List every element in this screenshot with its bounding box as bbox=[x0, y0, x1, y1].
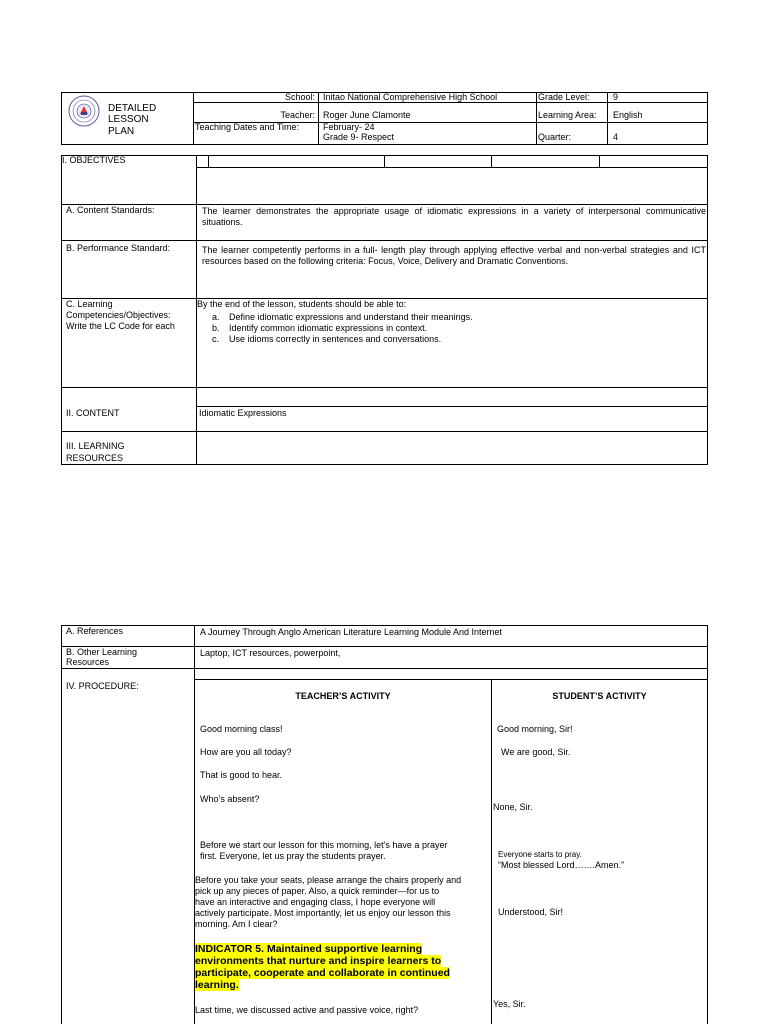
teacher-how: How are you all today? bbox=[200, 747, 292, 757]
student-pray-1: Everyone starts to pray. bbox=[498, 850, 582, 859]
lc-intro: By the end of the lesson, students should be able to: bbox=[197, 299, 407, 309]
indicator-line-2: environments that nurture and inspire learners to bbox=[195, 955, 442, 967]
teacher-activity-header: TEACHER’S ACTIVITY bbox=[295, 691, 391, 701]
content-value: Idiomatic Expressions bbox=[199, 408, 287, 418]
quarter-label: Quarter: bbox=[538, 132, 572, 142]
list-item: b. Identify common idiomatic expressions in context. bbox=[212, 323, 428, 333]
grade-level-value: 9 bbox=[613, 92, 619, 102]
list-item: a. Define idiomatic expressions and understand their meanings. bbox=[212, 312, 473, 322]
student-none: None, Sir. bbox=[493, 802, 533, 812]
teacher-greet: Good morning class! bbox=[200, 724, 283, 734]
dates-value-2: Grade 9- Respect bbox=[323, 132, 395, 142]
lesson-plan-title-2: LESSON bbox=[108, 114, 149, 125]
references-value: A Journey Through Anglo American Literature Learning Module And Internet bbox=[200, 627, 503, 637]
teacher-seats-4: actively participate. Most importantly, let us enjoy our lesson this bbox=[195, 908, 451, 918]
learning-area-label: Learning Area: bbox=[538, 110, 597, 120]
content-label: II. CONTENT bbox=[66, 408, 120, 418]
references-label: A. References bbox=[66, 626, 124, 636]
teacher-value: Roger June Clamonte bbox=[323, 110, 411, 120]
indicator-line-4: learning. bbox=[195, 979, 239, 991]
content-standards-text: The learner demonstrates the appropriate usage of idiomatic expressions in a variety of interpersonal communicative situations. bbox=[202, 206, 706, 227]
lc-list bbox=[197, 312, 697, 345]
resources-label-1: III. LEARNING bbox=[66, 441, 125, 451]
other-resources-label-1: B. Other Learning bbox=[66, 647, 138, 657]
grade-level-label: Grade Level: bbox=[538, 92, 590, 102]
indicator-line-1: INDICATOR 5. Maintained supportive learning bbox=[195, 943, 423, 955]
content-standards-label: A. Content Standards: bbox=[66, 205, 155, 215]
student-yes: Yes, Sir. bbox=[493, 999, 526, 1009]
lesson-plan-title-3: PLAN bbox=[108, 126, 135, 137]
student-activity-header: STUDENT’S ACTIVITY bbox=[552, 691, 647, 701]
lesson-plan-title-1: DETAILED bbox=[108, 103, 157, 114]
performance-standard-text: The learner competently performs in a full- length play through applying effective verbal and non-verbal strategies and ICT resources based on the following criteria: Focus, Voice, Delivery and Dramatic Conventions. bbox=[202, 245, 706, 266]
school-value: Initao National Comprehensive High School bbox=[323, 92, 498, 102]
dates-label: Teaching Dates and Time: bbox=[195, 122, 300, 132]
other-resources-label-2: Resources bbox=[66, 657, 110, 667]
deped-seal-logo bbox=[68, 95, 100, 127]
teacher-seats-1: Before you take your seats, please arrange the chairs properly and bbox=[195, 875, 462, 885]
objectives-heading: I. OBJECTIVES bbox=[62, 155, 126, 165]
lc-label-2: Competencies/Objectives: bbox=[66, 310, 171, 320]
teacher-absent: Who’s absent? bbox=[200, 794, 260, 804]
teacher-last-time: Last time, we discussed active and passive voice, right? bbox=[195, 1005, 419, 1015]
teacher-prayer-1: Before we start our lesson for this morning, let’s have a prayer bbox=[200, 840, 448, 850]
teacher-seats-5: morning. Am I clear? bbox=[195, 919, 278, 929]
indicator-line-3: participate, cooperate and collaborate in continued bbox=[195, 967, 450, 979]
teacher-prayer-2: first. Everyone, let us pray the students prayer. bbox=[200, 851, 386, 861]
school-label: School: bbox=[284, 92, 315, 102]
quarter-value: 4 bbox=[613, 132, 619, 142]
teacher-label: Teacher: bbox=[280, 110, 315, 120]
lc-label-1: C. Learning bbox=[66, 299, 113, 309]
performance-standard-label: B. Performance Standard: bbox=[66, 243, 171, 253]
student-pray-2: “Most blessed Lord…….Amen.” bbox=[498, 860, 625, 870]
teacher-good: That is good to hear. bbox=[200, 770, 283, 780]
procedure-label: IV. PROCEDURE: bbox=[66, 681, 139, 691]
lc-label-3: Write the LC Code for each bbox=[66, 321, 175, 331]
dates-value-1: February- 24 bbox=[323, 122, 375, 132]
student-greet: Good morning, Sir! bbox=[497, 724, 573, 734]
learning-area-value: English bbox=[613, 110, 643, 120]
teacher-seats-3: have an interactive and engaging class, I hope everyone will bbox=[195, 897, 436, 907]
student-understood: Understood, Sir! bbox=[498, 907, 564, 917]
resources-label-2: RESOURCES bbox=[66, 453, 124, 463]
teacher-seats-2: pick up any pieces of paper. Also, a quick reminder—for us to bbox=[195, 886, 440, 896]
student-good: We are good, Sir. bbox=[501, 747, 571, 757]
list-item: c. Use idioms correctly in sentences and conversations. bbox=[212, 334, 442, 344]
other-resources-value: Laptop, ICT resources, powerpoint, bbox=[200, 648, 341, 658]
